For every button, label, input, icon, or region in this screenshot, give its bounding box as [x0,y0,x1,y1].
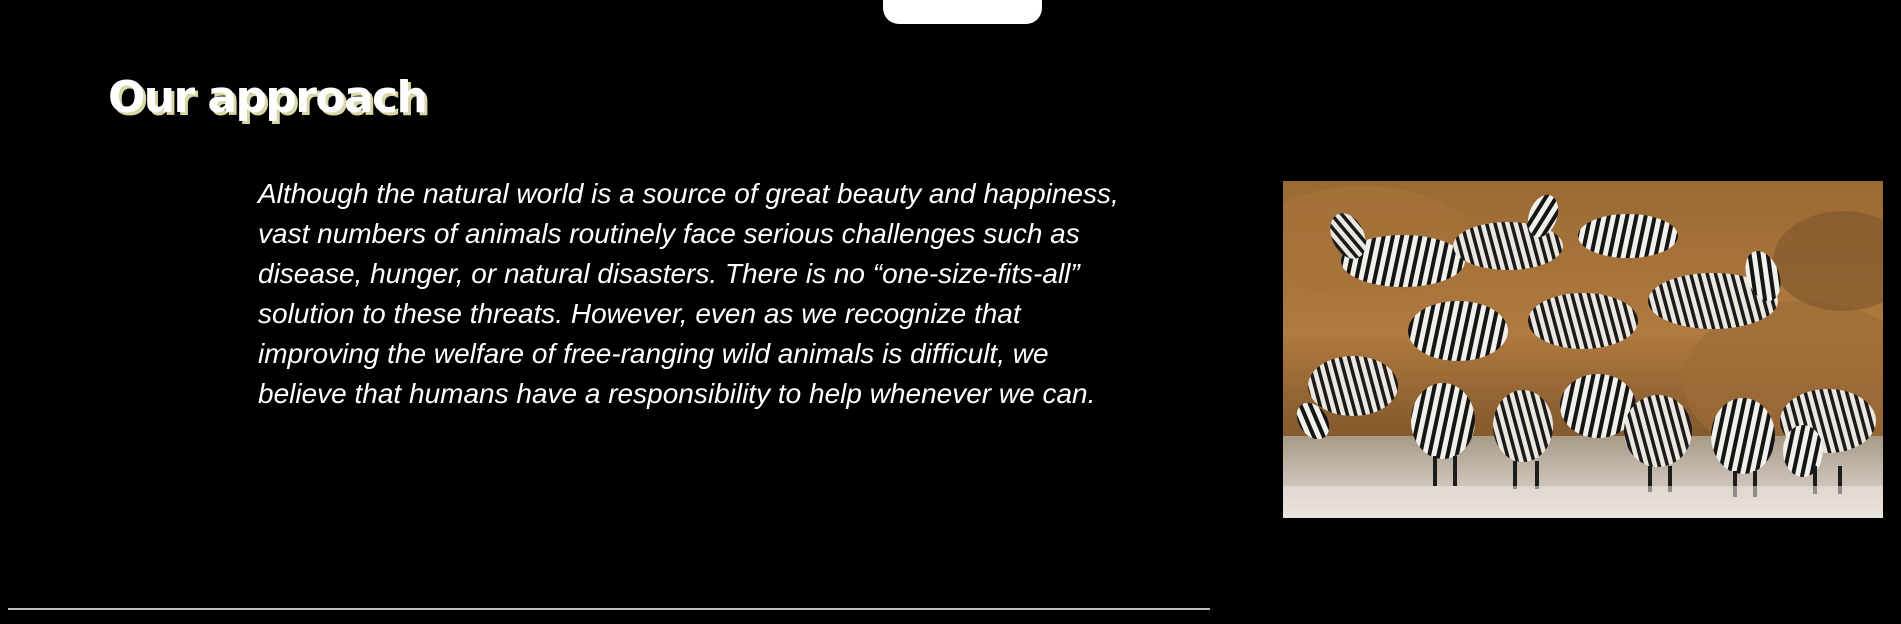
section-heading: Our approach [108,72,427,123]
paragraph-line: disease, hunger, or natural disasters. There is no “one-size-fits-all” [258,258,1080,289]
top-nav-tab[interactable] [883,0,1042,24]
paragraph-line: improving the welfare of free-ranging wild animals is difficult, we [258,338,1049,369]
paragraph-line: Although the natural world is a source of great beauty and happiness, [258,178,1119,209]
paragraph-line: solution to these threats. However, even as we recognize that [258,298,1021,329]
section-divider [8,608,1210,610]
section-paragraph [258,174,1188,414]
zebra-herd-photo [1283,181,1883,518]
paragraph-line: vast numbers of animals routinely face serious challenges such as [258,218,1080,249]
paragraph-line: believe that humans have a responsibility to help whenever we can. [258,378,1096,409]
